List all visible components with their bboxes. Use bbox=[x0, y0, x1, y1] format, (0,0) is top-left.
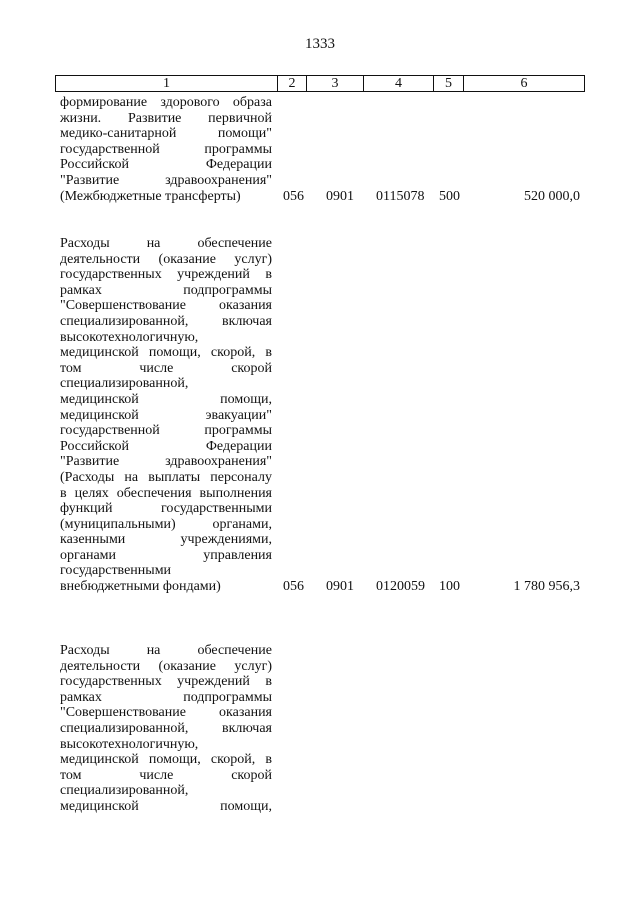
description-line: органами управления bbox=[60, 547, 272, 563]
row-description bbox=[60, 236, 272, 595]
table-header bbox=[55, 75, 585, 92]
amount: 1 780 956,3 bbox=[513, 579, 580, 595]
description-line: медицинской помощи, bbox=[60, 798, 272, 814]
row-description bbox=[60, 95, 272, 204]
description-line: государственной программы bbox=[60, 141, 272, 157]
description-line: государственных учреждений в bbox=[60, 674, 272, 690]
description-line: (Расходы на выплаты персоналу bbox=[60, 469, 272, 485]
description-line: Российской Федерации bbox=[60, 438, 272, 454]
description-line: медицинской эвакуации" bbox=[60, 407, 272, 423]
section-code: 0901 bbox=[326, 188, 354, 204]
section-code: 0901 bbox=[326, 579, 354, 595]
header-col-2: 2 bbox=[278, 76, 307, 91]
description-line: государственными bbox=[60, 563, 172, 579]
header-col-4: 4 bbox=[364, 76, 434, 91]
target-code: 0115078 bbox=[376, 188, 425, 204]
description-line: медицинской помощи, скорой, в bbox=[60, 345, 272, 361]
description-line: "Совершенствование оказания bbox=[60, 298, 272, 314]
row-description bbox=[60, 643, 272, 815]
description-line: функций государственными bbox=[60, 501, 272, 517]
amount: 520 000,0 bbox=[524, 188, 580, 204]
description-line: (Межбюджетные трансферты) bbox=[60, 188, 241, 204]
description-line: рамках подпрограммы bbox=[60, 282, 272, 298]
description-line: медицинской помощи, скорой, в bbox=[60, 752, 272, 768]
description-line: деятельности (оказание услуг) bbox=[60, 658, 272, 674]
description-line: Расходы на обеспечение bbox=[60, 643, 272, 658]
description-line: специализированной, bbox=[60, 376, 189, 392]
description-line: медико-санитарной помощи" bbox=[60, 126, 272, 142]
table-row bbox=[60, 643, 590, 815]
header-col-6: 6 bbox=[520, 76, 528, 91]
description-line: специализированной, включая bbox=[60, 720, 272, 736]
description-line: казенными учреждениями, bbox=[60, 532, 272, 548]
header-col-3: 3 bbox=[307, 76, 364, 91]
description-line: высокотехнологичную, bbox=[60, 329, 199, 345]
page-number: 1333 bbox=[305, 36, 335, 52]
ministry-code: 056 bbox=[283, 579, 304, 595]
description-line: государственной программы bbox=[60, 423, 272, 439]
header-col-5: 5 bbox=[434, 76, 464, 91]
description-line: медицинской помощи, bbox=[60, 391, 272, 407]
description-line: высокотехнологичную, bbox=[60, 736, 199, 752]
description-line: Российской Федерации bbox=[60, 157, 272, 173]
ministry-code: 056 bbox=[283, 188, 304, 204]
description-line: жизни. Развитие первичной bbox=[60, 110, 272, 126]
description-line: Расходы на обеспечение bbox=[60, 236, 272, 251]
description-line: рамках подпрограммы bbox=[60, 689, 272, 705]
table-row bbox=[60, 236, 590, 595]
expense-type-code: 100 bbox=[439, 579, 460, 595]
description-line: в целях обеспечения выполнения bbox=[60, 485, 272, 501]
description-line: специализированной, включая bbox=[60, 313, 272, 329]
description-line: формирование здорового образа bbox=[60, 95, 272, 110]
description-line: "Развитие здравоохранения" bbox=[60, 172, 272, 188]
description-line: том числе скорой bbox=[60, 767, 272, 783]
description-line: деятельности (оказание услуг) bbox=[60, 251, 272, 267]
description-line: "Совершенствование оказания bbox=[60, 705, 272, 721]
description-line: том числе скорой bbox=[60, 360, 272, 376]
expense-type-code: 500 bbox=[439, 188, 460, 204]
table-row bbox=[60, 95, 590, 204]
description-line: (муниципальными) органами, bbox=[60, 516, 272, 532]
header-col-1: 1 bbox=[56, 76, 278, 91]
description-line: внебюджетными фондами) bbox=[60, 579, 221, 595]
description-line: "Развитие здравоохранения" bbox=[60, 454, 272, 470]
description-line: государственных учреждений в bbox=[60, 267, 272, 283]
description-line: специализированной, bbox=[60, 783, 189, 799]
target-code: 0120059 bbox=[376, 579, 425, 595]
